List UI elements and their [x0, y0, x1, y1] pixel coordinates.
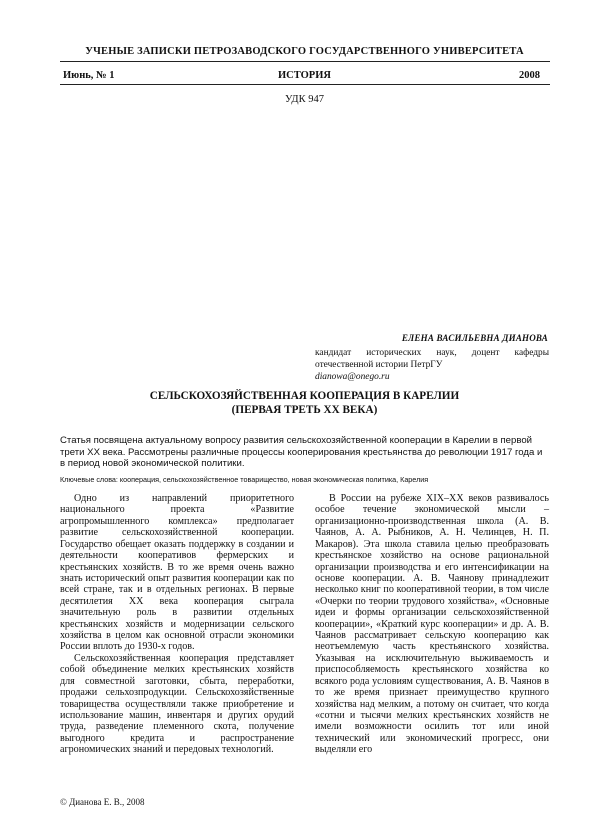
section-label: ИСТОРИЯ	[278, 70, 331, 81]
body-column-right	[315, 493, 549, 756]
abstract: Статья посвящена актуальному вопросу развития сельскохозяйственной кооперации в Карелии в первой трети XX века. Рассмотрены различные процессы кооперирования крестьянства до революции 1917 года и в период новой экономической политики.	[60, 435, 543, 469]
paragraph: В России на рубеже XIX–XX веков развивалось особое течение экономической мысли – организационно-производственная школа (А. В. Чаянов, А. А. Рыбников, А. Н. Челинцев, Н. П. Макаров). Эта школа ставила целью преобразовать крестьянское хозяйство на основе рациональной организации производства и его интенсификации на основе кооперации. А. В. Чаянову принадлежит несколько книг по кооперативной теории, в том числе «Очерки по теории трудового хозяйства», «Основные идеи и формы организации сельскохозяйственной кооперации», «Краткий курс кооперации» и др. А. В. Чаянов рассматривает сельскую кооперацию как неотъемлемую часть крестьянского хозяйства. Указывая на исключительную выживаемость и приспособляемость крестьянского хозяйства ко всякого рода условиям существования, А. В. Чаянов в то же время признает преимущество крупного хозяйства над мелким, а потому он считает, что когда «сотни и тысячи мелких крестьянских хозяйств не имели возможности осилить тот или иной технический или экономический прогресс, они выделяли его	[315, 493, 549, 756]
body-column-left	[60, 493, 294, 756]
journal-title: УЧЕНЫЕ ЗАПИСКИ ПЕТРОЗАВОДСКОГО ГОСУДАРСТВЕННОГО УНИВЕРСИТЕТА	[85, 46, 524, 57]
author-affiliation: кандидат исторических наук, доцент кафедры отечественной истории ПетрГУ	[315, 348, 549, 370]
header-rule-top	[60, 61, 550, 62]
author-email: dianowa@onego.ru	[315, 371, 390, 382]
author-name: ЕЛЕНА ВАСИЛЬЕВНА ДИАНОВА	[401, 333, 548, 343]
article-title-line2: (ПЕРВАЯ ТРЕТЬ XX ВЕКА)	[231, 403, 378, 416]
header-rule-bottom	[60, 84, 550, 85]
paragraph: Одно из направлений приоритетного национального проекта «Развитие агропромышленного комплекса» предполагает развитие сельскохозяйственной кооперации. Государство обещает оказать поддержку в создании и деятельности кооперативов фермерских и крестьянских хозяйств. В то же время очень важно знать исторический опыт развития кооперации как по всей стране, так и в отдельных регионах. В первые десятилетия XX века кооперация сыграла значительную роль в развитии отдельных крестьянских хозяйств и модернизации сельского хозяйства в целом как основной отрасли экономики России вплоть до 1930-х годов.	[60, 493, 294, 653]
issue-label: Июнь, № 1	[63, 70, 115, 81]
year-label: 2008	[519, 70, 540, 81]
article-title-line1: СЕЛЬСКОХОЗЯЙСТВЕННАЯ КООПЕРАЦИЯ В КАРЕЛИИ	[149, 390, 460, 402]
udk-code: УДК 947	[285, 94, 324, 105]
keywords: Ключевые слова: кооперация, сельскохозяйственное товарищество, новая экономическая политика, Карелия	[60, 475, 429, 484]
article-title	[0, 390, 609, 417]
copyright: © Дианова Е. В., 2008	[60, 797, 145, 807]
author-block	[315, 348, 549, 383]
paragraph: Сельскохозяйственная кооперация представляет собой объединение мелких крестьянских хозяйств для совместной заготовки, сбыта, переработки, продажи сельхозпродукции. Сельскохозяйственные товарищества осуществляли также приобретение и использование машин, инвентаря и других орудий труда, разведение племенного скота, получение выгодного кредита и распространение агрономических знаний и передовых технологий.	[60, 652, 294, 756]
